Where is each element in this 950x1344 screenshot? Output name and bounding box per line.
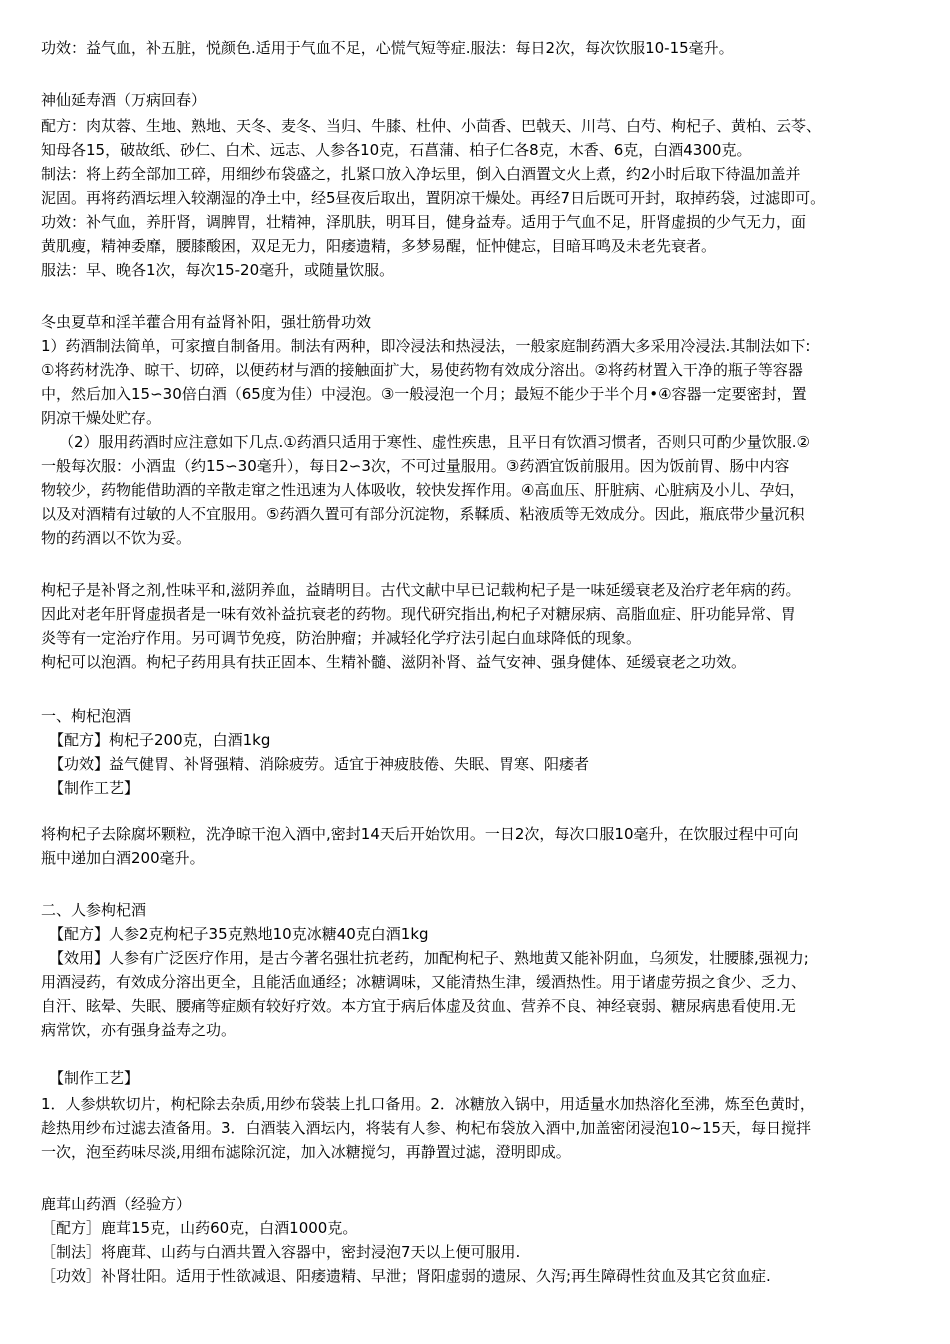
text-line: 【功效】益气健胃、补肾强精、消除疲劳。适宜于神疲肢倦、失眠、胃寒、阳痿者: [49, 755, 590, 773]
text-line: 【配方】人参2克枸杞子35克熟地10克冰糖40克白酒1kg: [49, 925, 429, 943]
text-line: 因此对老年肝肾虚损者是一味有效补益抗衰老的药物。现代研究指出,枸杞子对糖尿病、高脂血症、肝功能异常、胃: [41, 605, 796, 623]
text-line: 中，然后加入15∽30倍白酒（65度为佳）中浸泡。③一般浸泡一个月；最短不能少于半个月•④容器一定要密封，置: [41, 385, 807, 403]
text-line: ［配方］鹿茸15克，山药60克，白酒1000克。: [41, 1219, 358, 1237]
text-line: 将枸杞子去除腐坏颗粒，洗净晾干泡入酒中,密封14天后开始饮用。一日2次，每次口服10毫升，在饮服过程中可向: [41, 825, 799, 843]
text-line: ［功效］补肾壮阳。适用于性欲减退、阳痿遗精、早泄；肾阳虚弱的遗尿、久泻;再生障碍性贫血及其它贫血症.: [41, 1267, 771, 1285]
text-line: 病常饮，亦有强身益寿之功。: [41, 1021, 237, 1039]
text-line: 泥固。再将药酒坛埋入较潮湿的净土中，经5昼夜后取出，置阴凉干燥处。再经7日后既可开封，取掉药袋，过滤即可。: [41, 189, 826, 207]
text-line: 黄肌瘦，精神委靡，腰膝酸困，双足无力，阳痿遗精，多梦易醒，怔忡健忘，目暗耳鸣及未老先衰者。: [41, 237, 717, 255]
text-line: 服法：早、晚各1次，每次15-20毫升，或随量饮服。: [41, 261, 395, 279]
text-line: 【配方】枸杞子200克，白酒1kg: [49, 731, 271, 749]
section-title: 鹿茸山药酒（经验方）: [41, 1195, 192, 1213]
text-line: 阴凉干燥处贮存。: [41, 409, 162, 427]
text-line: 瓶中递加白酒200毫升。: [41, 849, 205, 867]
text-line: 用酒浸药，有效成分溶出更全，且能活血通经；冰糖调味，又能清热生津，缓酒热性。用于诸虚劳损之食少、乏力、: [41, 973, 807, 991]
section-title: 一、枸杞泡酒: [41, 707, 132, 725]
text-line: 1）药酒制法简单，可家擅自制备用。制法有两种，即冷浸法和热浸法，一般家庭制药酒大多采用冷浸法.其制法如下:: [41, 337, 811, 355]
text-line: 【效用】人参有广泛医疗作用，是古今著名强壮抗老药，加配枸杞子、熟地黄又能补阴血，乌须发，壮腰膝,强视力;: [49, 949, 809, 967]
text-line: 【制作工艺】: [49, 779, 140, 797]
text-line: 物较少，药物能借助酒的辛散走窜之性迅速为人体吸收，较快发挥作用。④高血压、肝脏病、心脏病及小儿、孕妇，: [41, 481, 805, 499]
text-line: 自汗、眩晕、失眠、腰痛等症颇有较好疗效。本方宜于病后体虚及贫血、营养不良、神经衰弱、糖尿病患看使用.无: [41, 997, 796, 1015]
text-line: 知母各15，破故纸、砂仁、白术、远志、人参各10克，石菖蒲、柏子仁各8克，木香、6克，白酒4300克。: [41, 141, 752, 159]
section-title: 冬虫夏草和淫羊藿合用有益肾补阳，强壮筋骨功效: [41, 313, 372, 331]
text-line: 一般每次服：小酒盅（约15∽30毫升），每日2∽3次，不可过量服用。③药酒宜饭前服用。因为饭前胃、肠中内容: [41, 457, 790, 475]
text-line: 炎等有一定治疗作用。另可调节免疫，防治肿瘤；并减轻化学疗法引起白血球降低的现象。: [41, 629, 642, 647]
text-line: 功效：益气血，补五脏，悦颜色.适用于气血不足，心慌气短等症.服法：每日2次，每次饮服10-15毫升。: [41, 39, 734, 57]
text-line: 物的药酒以不饮为妥。: [41, 529, 192, 547]
text-line: ①将药材洗净、晾干、切碎，以便药材与酒的接触面扩大，易使药物有效成分溶出。②将药材置入干净的瓶子等容器: [41, 361, 803, 379]
text-line: ［制法］将鹿茸、山药与白酒共置入容器中，密封浸泡7天以上便可服用.: [41, 1243, 521, 1261]
section-title: 神仙延寿酒（万病回春）: [41, 91, 207, 109]
text-line: 枸杞子是补肾之剂,性味平和,滋阴养血，益睛明目。古代文献中早已记载枸杞子是一味延缓衰老及治疗老年病的药。: [41, 581, 801, 599]
text-line: 枸杞可以泡酒。枸杞子药用具有扶正固本、生精补髓、滋阴补肾、益气安神、强身健体、延缓衰老之功效。: [41, 653, 747, 671]
text-line: 制法：将上药全部加工碎，用细纱布袋盛之，扎紧口放入净坛里，倒入白酒置文火上煮，约2小时后取下待温加盖并: [41, 165, 801, 183]
text-line: （2）服用药酒时应注意如下几点.①药酒只适用于寒性、虚性疾患，且平日有饮酒习惯者，否则只可酌少量饮服.②: [59, 433, 810, 451]
text-line: 以及对酒精有过敏的人不宜服用。⑤药酒久置可有部分沉淀物，系鞣质、粘液质等无效成分。因此，瓶底带少量沉积: [41, 505, 805, 523]
text-line: 一次，泡至药味尽淡,用细布滤除沉淀，加入冰糖搅匀，再静置过滤，澄明即成。: [41, 1143, 571, 1161]
section-title: 二、人参枸杞酒: [41, 901, 147, 919]
text-line: 功效：补气血，养肝肾，调脾胃，壮精神，泽肌肤，明耳目，健身益寿。适用于气血不足，肝肾虚损的少气无力，面: [41, 213, 807, 231]
text-line: 1．人参烘软切片，枸杞除去杂质,用纱布袋装上扎口备用。2．冰糖放入锅中，用适量水加热溶化至沸，炼至色黄时，: [41, 1095, 815, 1113]
text-line: 【制作工艺】: [49, 1069, 140, 1087]
text-line: 趁热用纱布过滤去渣备用。3．白酒装入酒坛内，将装有人参、枸杞布袋放入酒中,加盖密闭浸泡10~15天，每日搅拌: [41, 1119, 812, 1137]
text-line: 配方：肉苁蓉、生地、熟地、天冬、麦冬、当归、牛膝、杜仲、小茴香、巴戟天、川芎、白芍、枸杞子、黄柏、云苓、: [41, 117, 822, 135]
